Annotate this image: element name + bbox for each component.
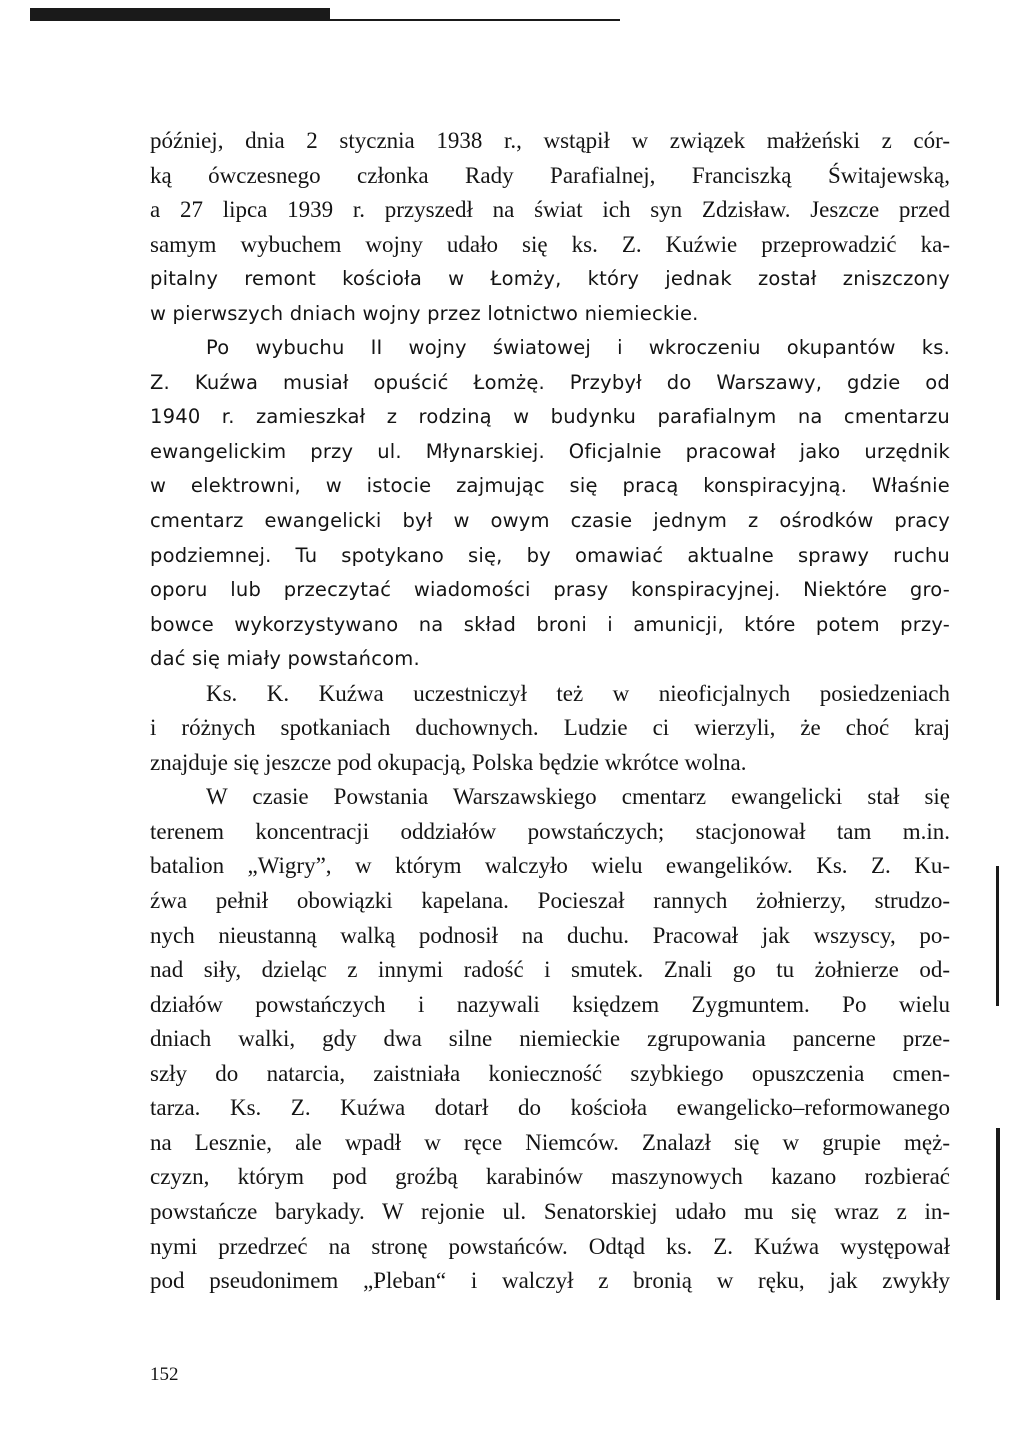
- text-line: Z. Kuźwa musiał opuścić Łomżę. Przybył do Warszawy, gdzie od: [150, 370, 950, 394]
- text-line: szły do natarcia, zaistniała konieczność szybkiego opuszczenia cmen-: [150, 1060, 950, 1086]
- top-rule-thin-line: [30, 19, 620, 21]
- text-line: na Lesznie, ale wpadł w ręce Niemców. Znalazł się w grupie męż-: [150, 1129, 950, 1155]
- text-line: nych nieustanną walką podnosił na duchu. Pracował jak wszyscy, po-: [150, 922, 950, 948]
- text-line: później, dnia 2 stycznia 1938 r., wstąpił w związek małżeński z cór-: [150, 128, 950, 153]
- top-rule: [30, 8, 620, 22]
- text-line: nad siły, dzieląc z innymi radość i smutek. Znali go tu żołnierze od-: [150, 957, 950, 983]
- text-line: oporu lub przeczytać wiadomości prasy konspiracyjnej. Niektóre gro-: [150, 578, 950, 602]
- text-line: pitalny remont kościoła w Łomży, który jednak został zniszczony: [150, 267, 950, 291]
- text-line: W czasie Powstania Warszawskiego cmentarz ewangelicki stał się: [206, 784, 950, 810]
- text-line: podziemnej. Tu spotykano się, by omawiać aktualne sprawy ruchu: [150, 543, 950, 567]
- text-line: a 27 lipca 1939 r. przyszedł na świat ich syn Zdzisław. Jeszcze przed: [150, 197, 950, 223]
- text-line: znajduje się jeszcze pod okupacją, Polska będzie wkrótce wolna.: [150, 749, 747, 775]
- text-line: terenem koncentracji oddziałów powstańczych; stacjonował tam m.in.: [150, 818, 950, 844]
- text-line: 1940 r. zamieszkał z rodziną w budynku parafialnym na cmentarzu: [150, 405, 950, 429]
- text-line: Ks. K. Kuźwa uczestniczył też w nieoficjalnych posiedzeniach: [206, 680, 950, 706]
- text-line: samym wybuchem wojny udało się ks. Z. Kuźwie przeprowadzić ka-: [150, 231, 950, 257]
- scan-margin-mark: [996, 1128, 1000, 1300]
- text-line: batalion „Wigry”, w którym walczyło wielu ewangelików. Ks. Z. Ku-: [150, 853, 950, 879]
- text-line: w elektrowni, w istocie zajmując się pracą konspiracyjną. Właśnie: [150, 474, 950, 498]
- text-line: w pierwszych dniach wojny przez lotnictwo niemieckie.: [150, 301, 699, 325]
- page-body: [150, 124, 950, 1299]
- text-line: powstańcze barykady. W rejonie ul. Senatorskiej udało mu się wraz z in-: [150, 1198, 950, 1224]
- text-line: źwa pełnił obowiązki kapelana. Pocieszał rannych żołnierzy, strudzo-: [150, 888, 950, 914]
- text-line: dać się miały powstańcom.: [150, 647, 420, 671]
- page-number: 152: [150, 1364, 179, 1385]
- text-line: ką ówczesnego członka Rady Parafialnej, Franciszką Świtajewską,: [150, 162, 950, 188]
- text-line: dniach walki, gdy dwa silne niemieckie zgrupowania pancerne prze-: [150, 1026, 950, 1052]
- text-line: pod pseudonimem „Pleban“ i walczył z bronią w ręku, jak zwykły: [150, 1268, 950, 1294]
- text-line: czyzn, którym pod groźbą karabinów maszynowych kazano rozbierać: [150, 1164, 950, 1190]
- text-line: nymi przedrzeć na stronę powstańców. Odtąd ks. Z. Kuźwa występował: [150, 1233, 950, 1259]
- text-line: i różnych spotkaniach duchownych. Ludzie ci wierzyli, że choć kraj: [150, 715, 950, 741]
- text-line: bowce wykorzystywano na skład broni i amunicji, które potem przy-: [150, 612, 950, 636]
- text-line: tarza. Ks. Z. Kuźwa dotarł do kościoła ewangelicko–reformowanego: [150, 1095, 950, 1121]
- text-line: działów powstańczych i nazywali księdzem Zygmuntem. Po wielu: [150, 991, 950, 1017]
- text-line: cmentarz ewangelicki był w owym czasie jednym z ośrodków pracy: [150, 509, 950, 533]
- scan-margin-mark: [996, 866, 999, 1006]
- text-line: ewangelickim przy ul. Młynarskiej. Oficjalnie pracował jako urzędnik: [150, 439, 950, 463]
- text-line: Po wybuchu II wojny światowej i wkroczeniu okupantów ks.: [206, 336, 950, 360]
